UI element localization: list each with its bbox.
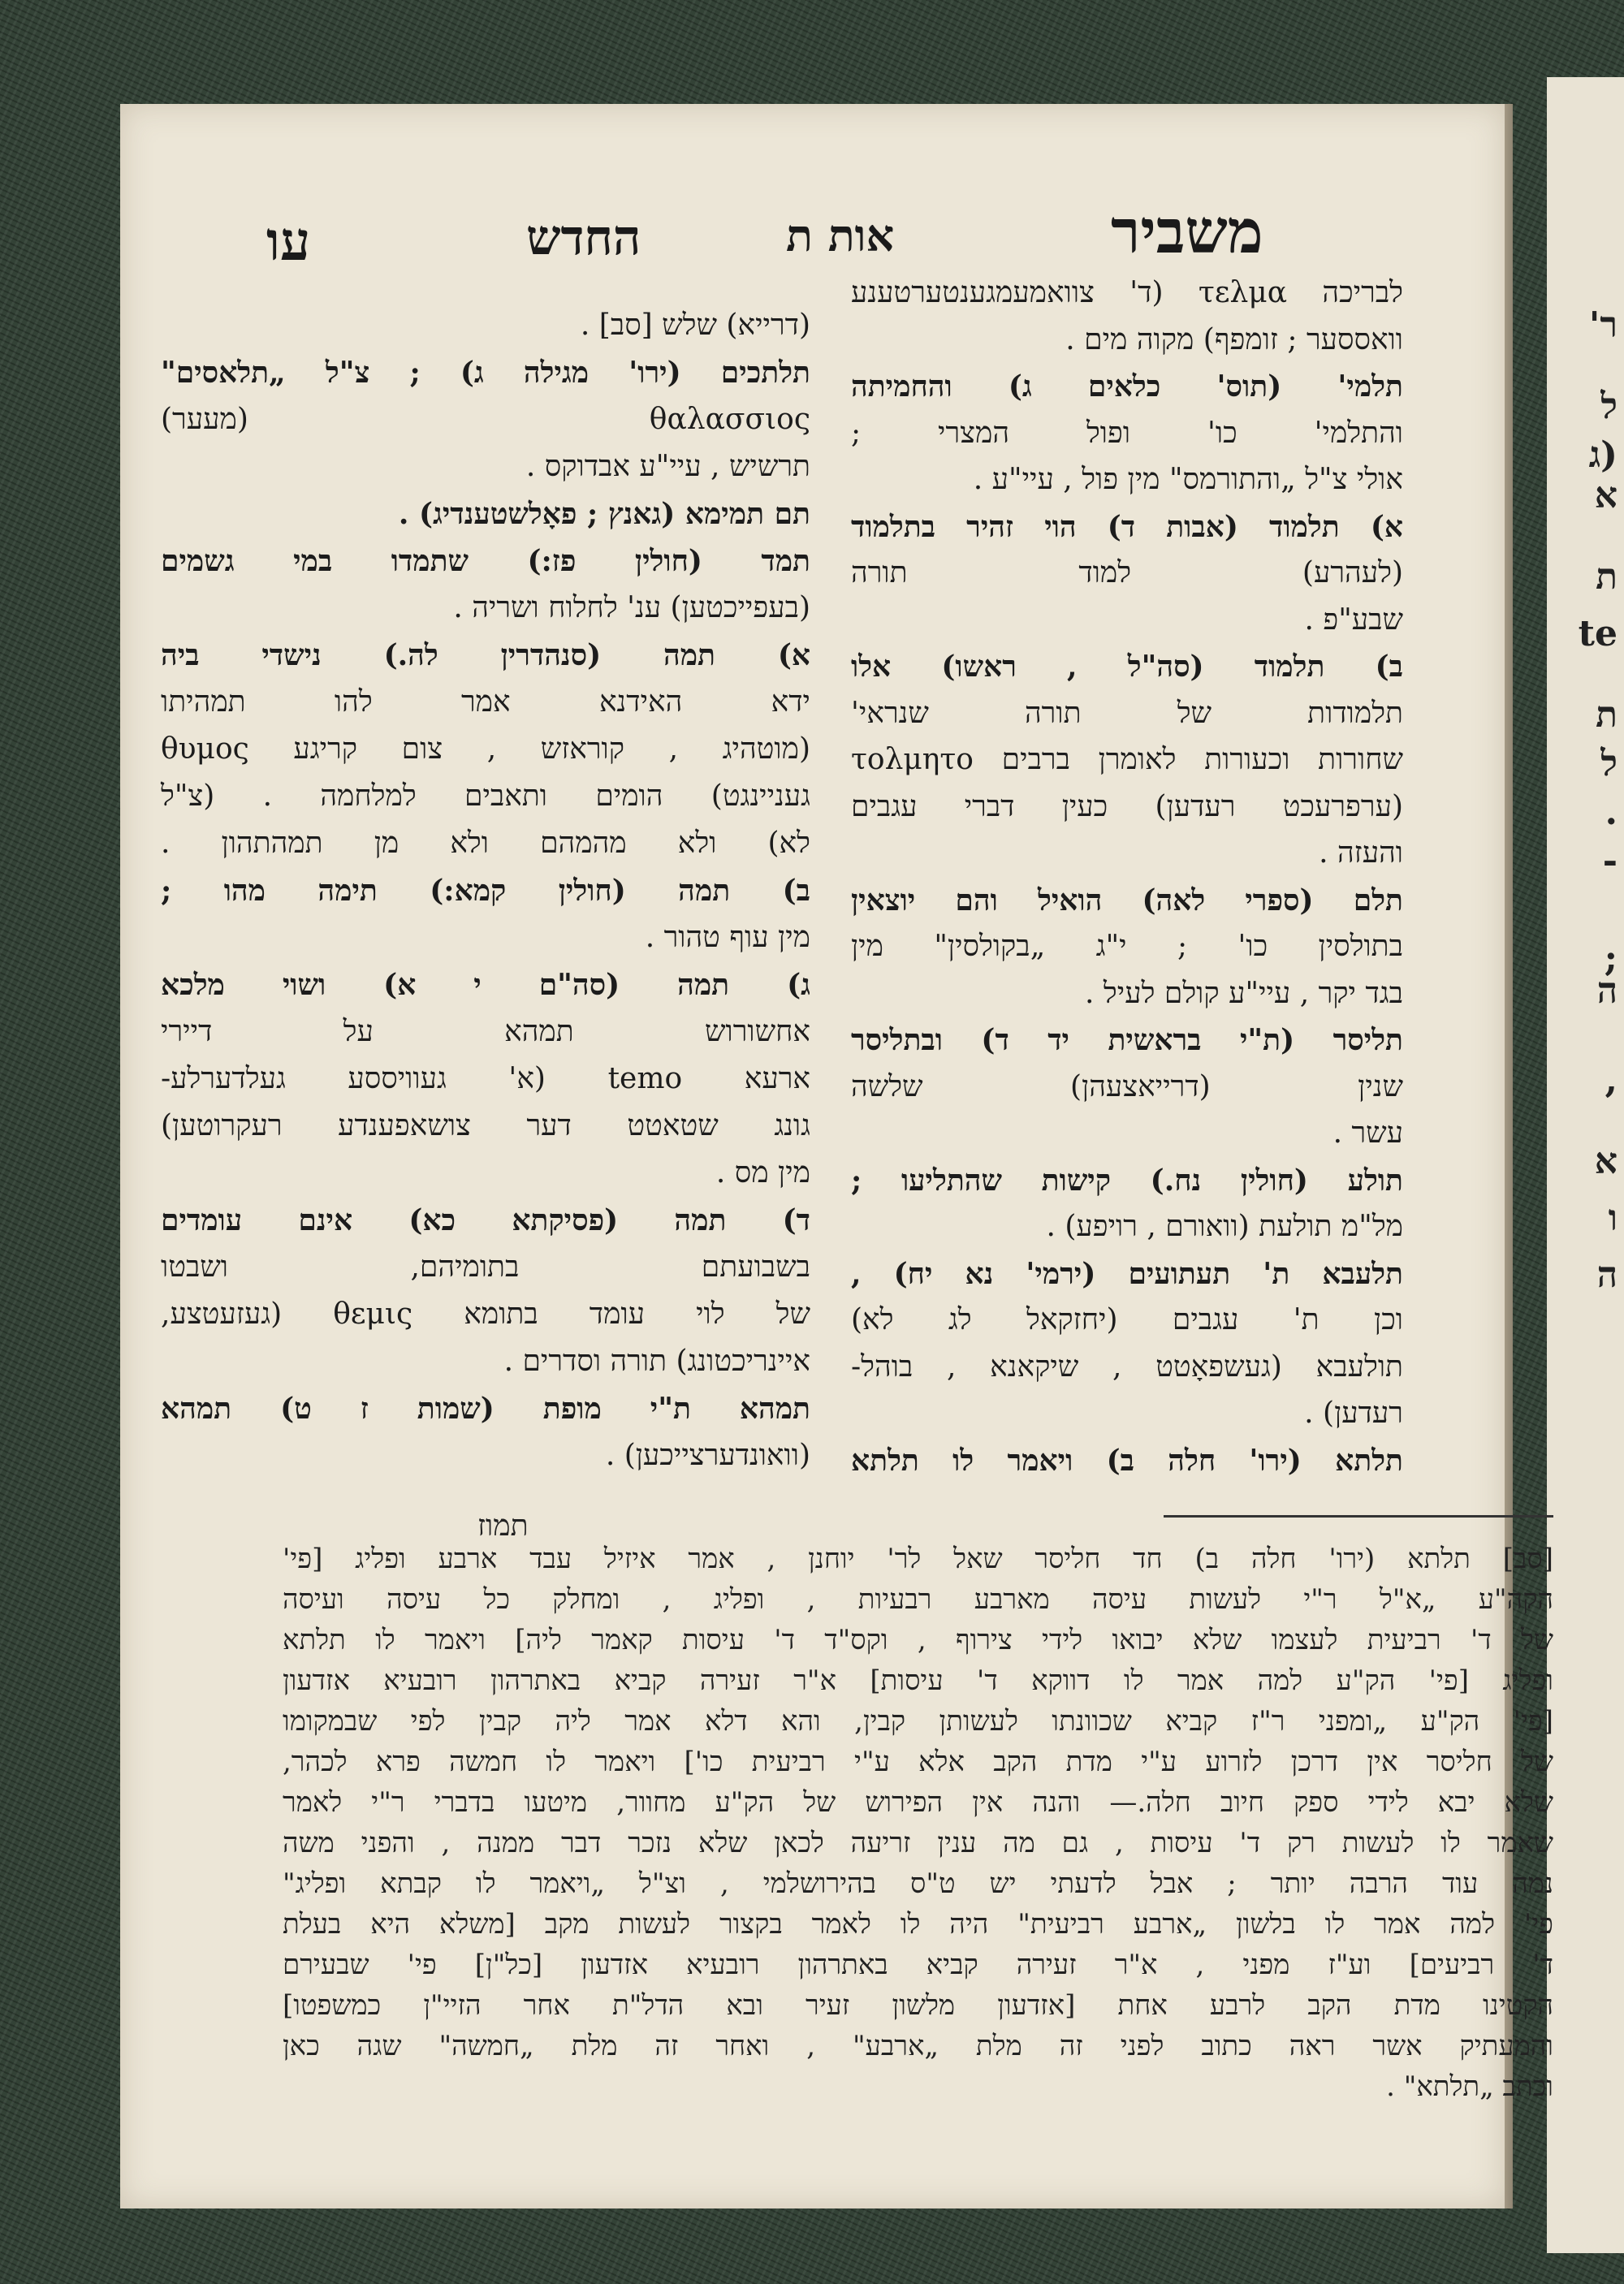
facing-page-glyph: ל <box>1600 743 1618 784</box>
dictionary-line: בגד יקר , עיי"ע קולם לעיל . <box>1085 976 1403 1010</box>
dictionary-line: מין מס . <box>715 1156 810 1189</box>
dictionary-line: והתלמי' כו' ופול המצרי ; <box>851 416 1403 450</box>
footnote-line: של חליסר אין דרכן לזרוע ע"י מדת הקב אלא ע"י רביעית כו'] ויאמר לו חמשה פרא לכהר, <box>283 1746 1553 1778</box>
header-title-left: החדש <box>526 209 641 266</box>
dictionary-line: בתולסין כו' ; י"ג „בקולסין" מין <box>851 930 1403 963</box>
footnote-line: הקטינו מדת הקב לרבע אחת [אזדעון מלשון זעיר ובא הדל"ת אחר הזיי"ן כמשפטו] <box>283 1989 1553 2022</box>
dictionary-line: שחורות וכעורות לאומרן ברבים τολμητο <box>851 743 1403 776</box>
left-column <box>161 311 810 1529</box>
footnote-line: נמה עוד הרבה יותר ; אבל לדעתי יש ט"ס בהירושלמי , וצ"ל „ויאמר לו קבתא ופליג" <box>283 1867 1553 1900</box>
dictionary-line: תליסר (ת"י בראשית יד ד) ובתליסר <box>851 1023 1403 1057</box>
facing-page-glyph: (ג <box>1588 434 1618 476</box>
facing-page-glyph: . <box>1605 792 1618 833</box>
footnote-rule <box>1164 1515 1553 1518</box>
dictionary-line: געניינגט) הומים ותאבים למלחמה . (צ"ל <box>161 779 810 813</box>
dictionary-line: תמד (חולין פז:) שתמדו במי גשמים <box>161 544 810 578</box>
dictionary-line: (ערפרעכט רעדען) כעין דברי עגבים <box>851 789 1403 823</box>
dictionary-line: ידא האידנא אמר להו תמהיתו <box>161 685 810 719</box>
footnote-line: הקה"ע „א"ל ר"י לעשות עיסה מארבע רבעיות , ופליג , ומחלק כל עיסה ועיסה <box>283 1583 1553 1616</box>
dictionary-line: גונג שטאטט דער צושאפענדע רעקרוטען) <box>161 1109 810 1142</box>
header-title-right: משביר <box>1111 197 1263 267</box>
dictionary-line: אחשורוש תמהא על דיירי <box>161 1015 810 1048</box>
facing-page-glyph: ר' <box>1588 304 1618 346</box>
dictionary-line: תלמי' (תוס' כלאים ג) והחמיתה <box>851 369 1403 404</box>
dictionary-line: ד) תמה (פסיקתא כא) אינם עומדים <box>161 1203 810 1237</box>
dictionary-line: א) תלמוד (אבות ד) הוי זהיר בתלמוד <box>851 509 1403 544</box>
footnote-line: ופליג [פי' הק"ע למה אמר לו דווקא ד' עיסות] א"ר זעירה קביא באתרהון רובעיא אזדעון <box>283 1664 1553 1697</box>
footnote-line: פי' למה אמר לו בלשון „ארבע רביעית" היה לו לאמר בקצור לעשות מקב [משלא היא בעלת <box>283 1908 1553 1941</box>
dictionary-line: תרשיש , עיי"ע אבדוקס . <box>525 450 810 483</box>
dictionary-line: לבריכה τελμα (ד' צוואמעמגענטערטענע <box>851 276 1404 309</box>
dictionary-line: תלם (ספרי לאה) הואיל והם יוצאין <box>851 883 1403 917</box>
dictionary-line: רעדען) . <box>1304 1397 1403 1430</box>
dictionary-line: של לוי עומד בתומא θεμις (געזעטצע, <box>161 1297 810 1331</box>
facing-page-glyph: א <box>1594 1141 1618 1182</box>
dictionary-line: שבע"פ . <box>1304 602 1403 637</box>
footnote-line: של ד' רביעית לעצמו שלא יבואו לידי צירוף , וקס"ד ד' עיסות קאמר ליה] ויאמר לו תלתא <box>283 1624 1553 1656</box>
dictionary-line: מל"מ תולעת (וואורם , רויפע) . <box>1046 1210 1403 1243</box>
footnote-line: ד' רביעים] וע"ז מפני , א"ר זעירה קביא באתרהון רובעיא אזדעון [כל"ן] פי' שבעירם <box>283 1949 1553 1981</box>
dictionary-line: תם תמימא (גאנץ ; פאָלשטענדיג) . <box>398 497 810 531</box>
dictionary-line: ארעא temo (א' געוויססע געלדערלע- <box>161 1062 810 1095</box>
facing-page-glyph: ת <box>1596 556 1618 598</box>
facing-page-glyph: ל <box>1600 386 1618 427</box>
facing-page-glyph: te <box>1578 613 1618 654</box>
dictionary-line: והעזה . <box>1319 836 1403 870</box>
facing-page-glyph: ; <box>1604 938 1618 979</box>
footnote-line: וכתב „תלתא" . <box>1386 2070 1553 2103</box>
dictionary-line: תלתכים (ירו' מגילה ג) ; צ"ל „תלאסים" <box>161 356 810 390</box>
dictionary-line: ג) תמה (סה"ם י א) ושוי מלכא <box>161 968 810 1002</box>
facing-page-glyph: , <box>1605 1060 1618 1101</box>
footnote-line: שלא יבא לידי ספק חיוב חלה.— והנה אין הפירוש של הק"ע מחוור, מיטעו בדברי ר"י לאמר <box>283 1786 1553 1819</box>
facing-page-glyph: ת <box>1596 694 1618 736</box>
dictionary-line: וואססער ; זומפף) מקוה מים . <box>1065 322 1403 356</box>
facing-page-glyph: - <box>1602 840 1618 882</box>
dictionary-line: לא) ולא מהמהם ולא מן תמהתהון . <box>161 827 810 860</box>
footnote-line: שאמר לו לעשות רק ד' עיסות , גם מה ענין זריעה לכאן שלא נזכר דבר ממנה , והפני משה <box>283 1827 1553 1859</box>
dictionary-line: וכן ת' עגבים (יחזקאל לג לא) <box>851 1303 1403 1336</box>
header-letter: אות ת <box>786 209 895 261</box>
footnote-line: [פי' הק"ע „ומפני ר"ז קביא שכוונתו לעשותן קבין, והא דלא אמר ליה קבין לפי שבמקומו <box>283 1705 1553 1738</box>
dictionary-line: θαλασσιος (מעער) <box>161 403 810 436</box>
dictionary-line: (דרייא) שלש [סב] . <box>580 309 810 342</box>
dictionary-line: ב) תמה (חולין קמא:) תימה מהו ; <box>161 874 810 908</box>
footnote-line: והמעתיק אשר ראה כתוב לפני זה מלת „ארבע" , ואחר זה מלת „חמשה" שגה כאן <box>283 2030 1553 2062</box>
facing-page-glyph: ה <box>1596 970 1618 1012</box>
dictionary-line: תלמודות של תורה שנראי' <box>851 696 1403 730</box>
facing-page-glyph: א <box>1594 475 1618 516</box>
dictionary-line: תולעבא (געשפאָטט , שיקאנא , בוהל- <box>851 1349 1403 1384</box>
dictionary-line: תלעבא ת' תעתועים (ירמי' נא יח) , <box>851 1256 1403 1291</box>
facing-page-glyph: ה <box>1596 1254 1618 1296</box>
dictionary-page <box>120 104 1553 2208</box>
footnote-line: [סב] תלתא (ירו' חלה ב) חד חליסר שאל לר' יוחנן , אמר איזיל עבד ארבע ופליג [פי' <box>283 1543 1553 1575</box>
dictionary-line: תולע (חולין נח.) קישות שהתליעו ; <box>851 1163 1403 1198</box>
dictionary-line: (בעפייכטען) ענ' לחלוח ושריה . <box>453 591 810 624</box>
dictionary-line: ב) תלמוד (סה"ל , ראשו) אלו <box>851 650 1403 684</box>
dictionary-line: איינריכטונג) תורה וסדרים . <box>503 1345 810 1378</box>
dictionary-line: (לעהרע) למוד תורה <box>851 556 1403 589</box>
dictionary-line: אולי צ"ל „והתורמס" מין פול , עיי"ע . <box>973 463 1403 496</box>
dictionary-line: מין עוף טהור . <box>645 921 810 954</box>
dictionary-line: בשבועתם בתומיהם, ושבטו <box>161 1250 810 1284</box>
dictionary-line: עשר . <box>1332 1116 1403 1150</box>
dictionary-line: שנין (דרייאצעהן) שלשה <box>851 1069 1403 1103</box>
dictionary-line: תלתא (ירו' חלה ב) ויאמר לו תלתא <box>851 1443 1403 1478</box>
dictionary-line: (מוטהיג , קוראזש , צום קריגע θυμος <box>161 732 810 766</box>
right-column <box>851 278 1403 1496</box>
facing-page-edge <box>1547 77 1624 2253</box>
facing-page-glyph: ו <box>1608 1198 1618 1239</box>
dictionary-line: תמהא ת"י מופת (שמות ז ט) תמהא <box>161 1392 810 1426</box>
dictionary-line: (וואונדערצייכען) . <box>605 1439 810 1472</box>
catchword: תמוז <box>477 1509 529 1543</box>
dictionary-line: א) תמה (סנהדרין לה.) נישדי ביה <box>161 638 810 672</box>
page-number: עו <box>266 209 311 273</box>
